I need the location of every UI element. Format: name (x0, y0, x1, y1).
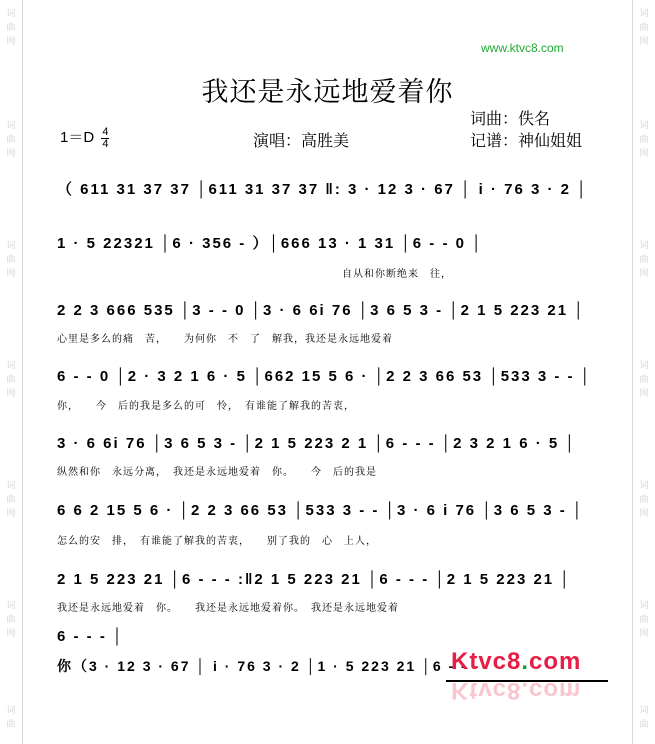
right-border (632, 0, 655, 744)
logo-dot: . (521, 648, 530, 675)
watermark-char: 网 (639, 149, 649, 159)
transcriber-credit: 记谱：神仙姐姐 (470, 131, 583, 150)
watermark-char: 网 (639, 37, 649, 47)
watermark-char: 曲 (639, 495, 649, 505)
watermark-char: 网 (639, 269, 649, 279)
notation-line: 6 6 2 15 5 6 · │2 2 3 66 53 │533 3 - - │3 · 6 i 76 │3 6 5 3 - │ (57, 502, 585, 519)
watermark-char: 词 (639, 9, 649, 19)
watermark-char: 词 (6, 601, 16, 611)
lyric-line: 心里是多么的痛 苦， 为何你 不 了 解我，我还是永远地爱着 (57, 334, 393, 345)
notation-line: （ 611 31 37 37 │611 31 37 37 ‖: 3 · 12 3 · 67 │ i · 76 3 · 2 │ (57, 181, 589, 198)
site-url[interactable]: www.ktvc8.com (481, 41, 564, 55)
watermark-char: 曲 (6, 375, 16, 385)
logo-dot: . (521, 677, 530, 704)
time-signature (101, 127, 109, 150)
lyricist-credit: 词曲：佚名 (470, 109, 551, 128)
song-title: 我还是永远地爱着你 (201, 77, 454, 108)
watermark-char: 网 (6, 509, 16, 519)
watermark-char: 词 (639, 241, 649, 251)
watermark-char: 词 (639, 481, 649, 491)
notation-line: 你（3 · 12 3 · 67 │ i · 76 3 · 2 │1 · 5 223 21 │6 - - - (57, 658, 481, 674)
lyric-line: 我还是永远地爱着 你。 我还是永远地爱着你。 我还是永远地爱着 (57, 603, 399, 614)
watermark-char: 曲 (6, 135, 16, 145)
watermark-char: 曲 (6, 255, 16, 265)
lyric-line: 自从和你断绝来 往， (342, 269, 452, 280)
watermark-char: 曲 (6, 495, 16, 505)
watermark-char: 网 (639, 509, 649, 519)
watermark-char: 网 (6, 269, 16, 279)
logo-main: Ktvc8 (451, 677, 522, 704)
watermark-char: 网 (6, 149, 16, 159)
watermark-char: 曲 (639, 375, 649, 385)
notation-line: 1 · 5 22321 │6 · 356 - ）│666 13 · 1 31 │6 - - 0 │ (57, 235, 484, 252)
watermark-char: 曲 (6, 720, 16, 730)
lyric-line: 纵然和你 永远分离， 我还是永远地爱着 你。 今 后的我是 (57, 467, 377, 478)
watermark-char: 曲 (6, 23, 16, 33)
time-numerator: 4 (102, 125, 109, 138)
watermark-char: 网 (639, 389, 649, 399)
notation-line: 3 · 6 6i 76 │3 6 5 3 - │2 1 5 223 2 1 │6 - - - │2 3 2 1 6 · 5 │ (57, 435, 577, 452)
watermark-char: 词 (639, 601, 649, 611)
watermark-char: 曲 (6, 615, 16, 625)
watermark-char: 曲 (639, 23, 649, 33)
watermark-char: 词 (639, 361, 649, 371)
logo-main: Ktvc8 (451, 648, 522, 675)
key-signature (60, 126, 109, 150)
key-label: 1＝D (60, 129, 95, 146)
watermark-char: 网 (639, 629, 649, 639)
watermark-char: 网 (6, 389, 16, 399)
watermark-char: 词 (639, 706, 649, 716)
lyric-line: 你， 今 后的我是多么的可 怜， 有谁能了解我的苦衷， (57, 401, 355, 412)
watermark-char: 词 (6, 121, 16, 131)
lyric-line: 怎么的安 排， 有谁能了解我的苦衷， 别了我的 心 上人， (57, 536, 377, 547)
watermark-char: 曲 (639, 255, 649, 265)
brand-logo (451, 648, 581, 676)
notation-line: 6 - - - │ (57, 628, 125, 645)
notation-line: 2 1 5 223 21 │6 - - - :‖2 1 5 223 21 │6 - - - │2 1 5 223 21 │ (57, 571, 572, 588)
singer-credit: 演唱：高胜美 (253, 131, 350, 150)
watermark-char: 网 (6, 629, 16, 639)
logo-tail: com (529, 677, 582, 704)
logo-reflection (451, 676, 581, 704)
watermark-char: 词 (6, 9, 16, 19)
time-denominator: 4 (102, 137, 109, 150)
logo-tail: com (529, 648, 582, 675)
watermark-char: 曲 (639, 720, 649, 730)
notation-line: 6 - - 0 │2 · 3 2 1 6 · 5 │662 15 5 6 · │2 2 3 66 53 │533 3 - - │ (57, 368, 593, 385)
watermark-char: 词 (6, 241, 16, 251)
watermark-char: 词 (6, 361, 16, 371)
left-border (0, 0, 23, 744)
watermark-char: 曲 (639, 615, 649, 625)
watermark-char: 词 (6, 706, 16, 716)
watermark-char: 网 (6, 37, 16, 47)
notation-line: 2 2 3 666 535 │3 - - 0 │3 · 6 6i 76 │3 6 5 3 - │2 1 5 223 21 │ (57, 302, 586, 319)
watermark-char: 词 (6, 481, 16, 491)
watermark-char: 曲 (639, 135, 649, 145)
watermark-char: 词 (639, 121, 649, 131)
